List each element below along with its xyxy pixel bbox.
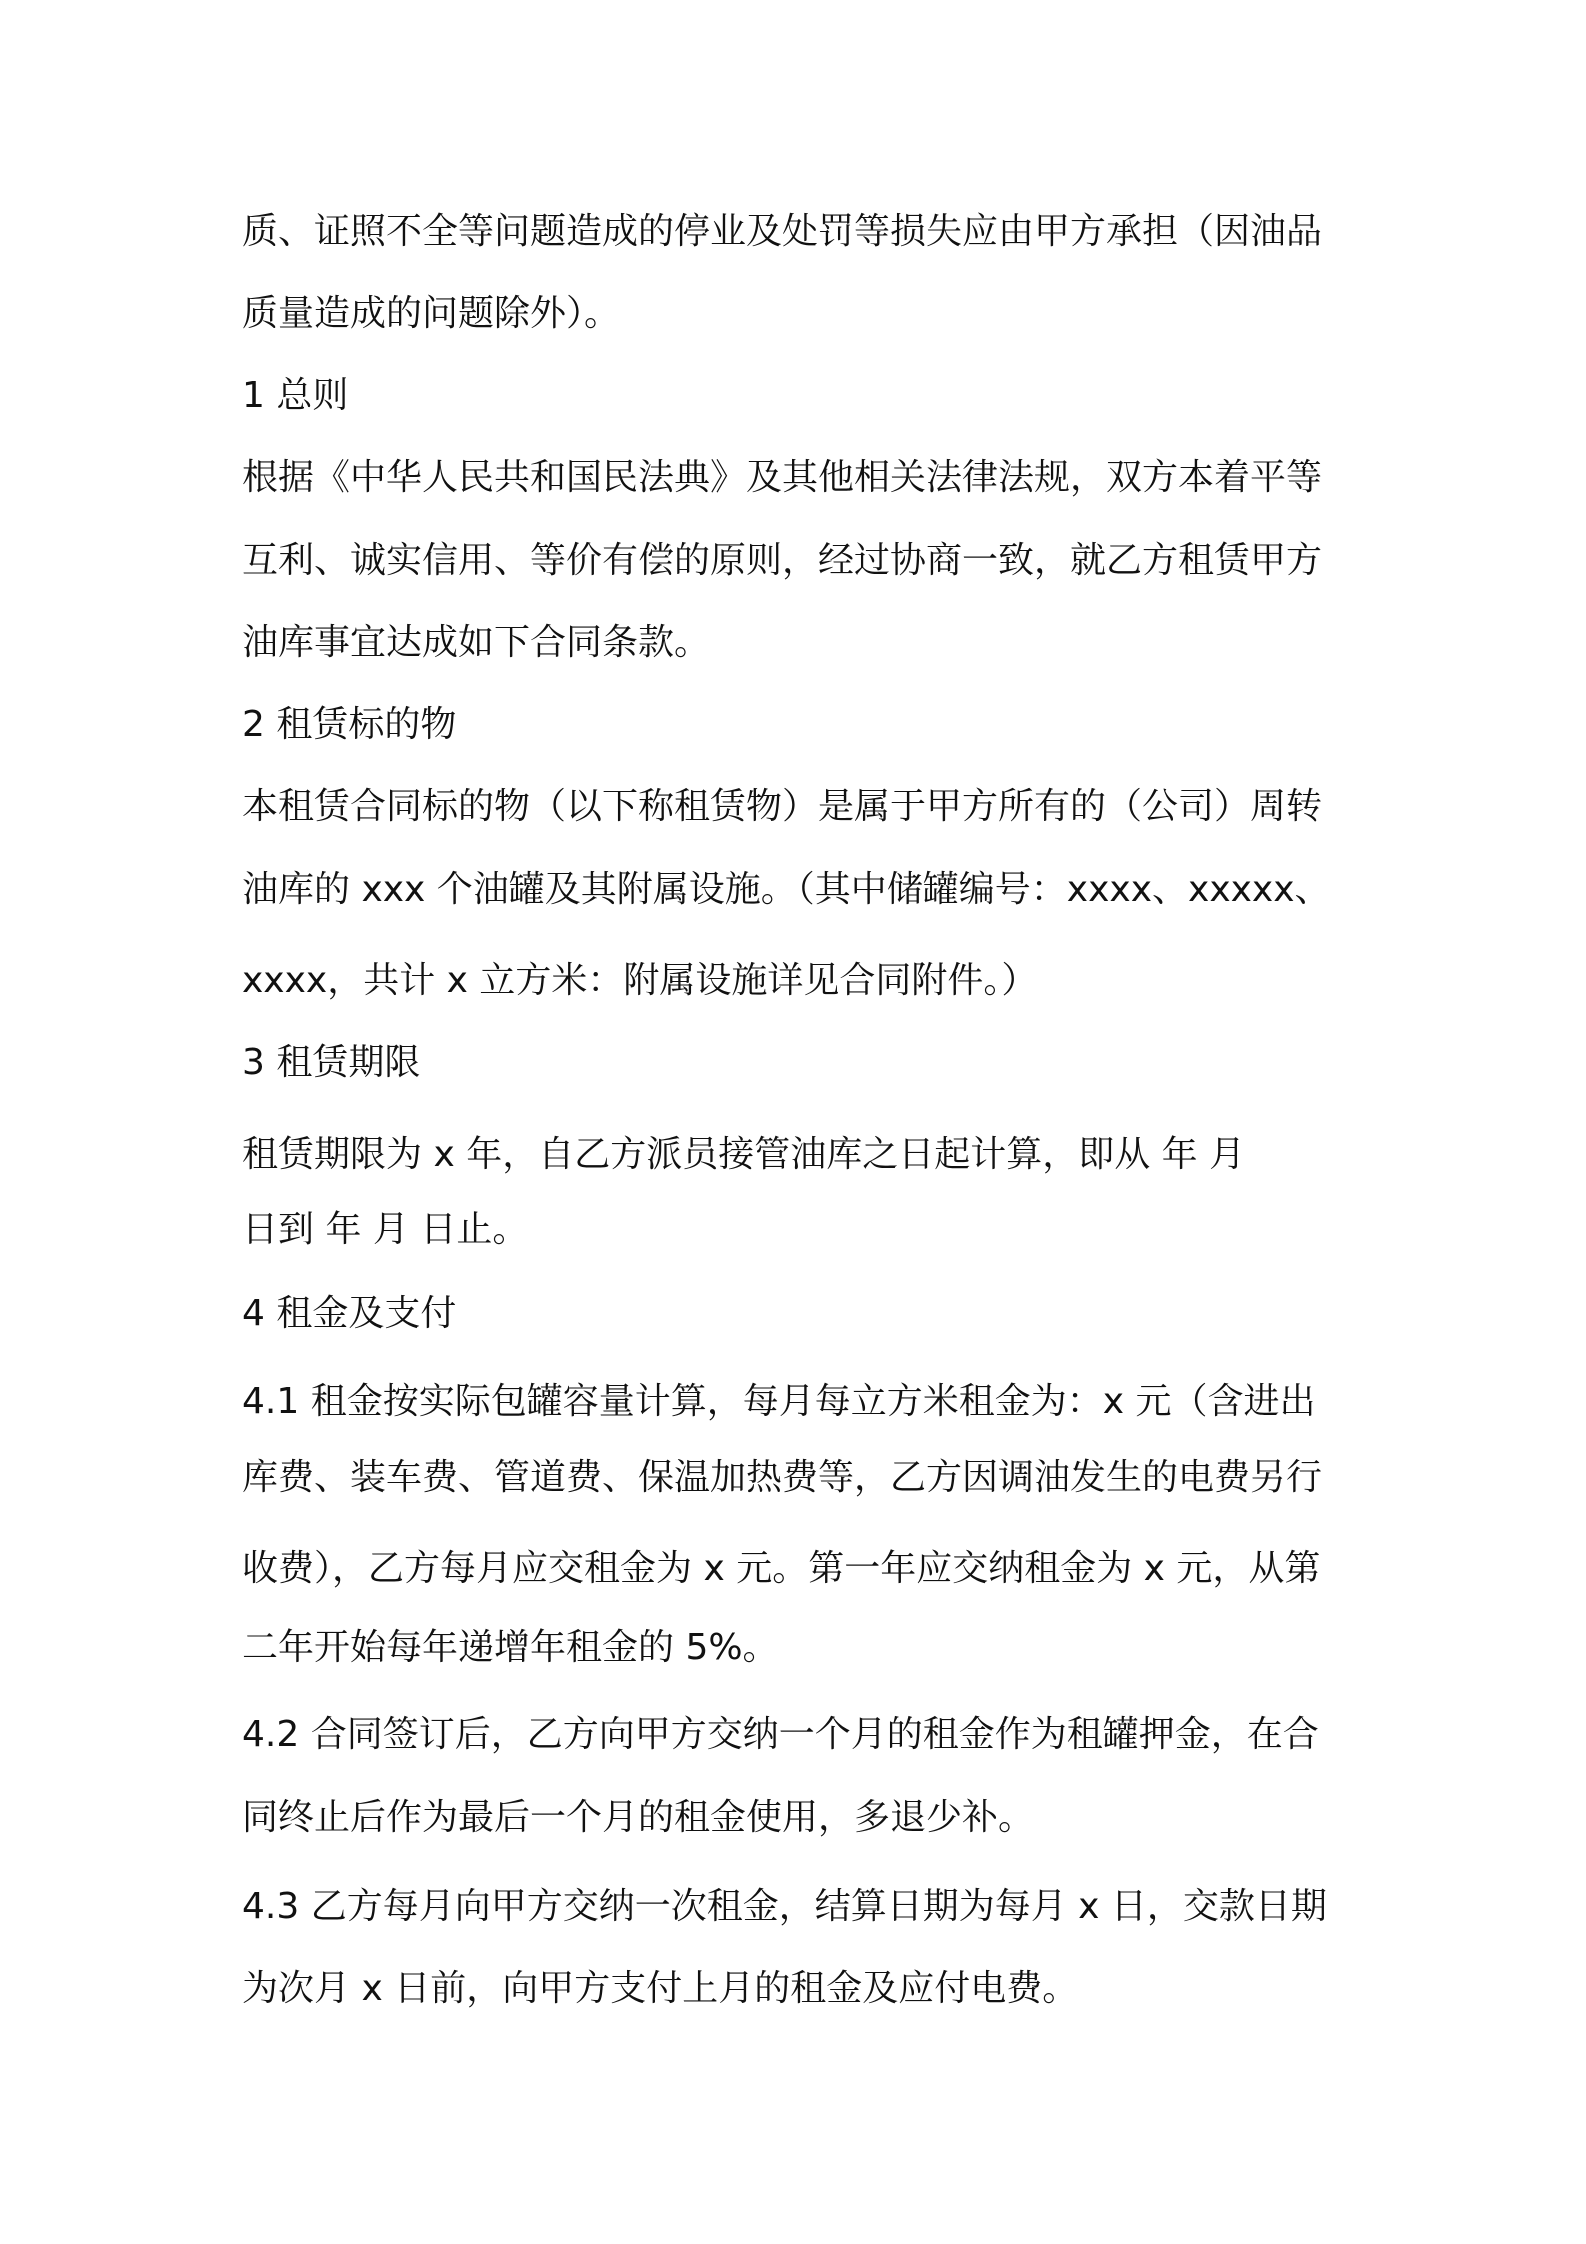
text-line: 日到 年 月 日止。	[242, 1209, 529, 1250]
section-heading: 1 总则	[242, 375, 349, 416]
section-heading: 4 租金及支付	[242, 1293, 457, 1334]
text-line: 收费），乙方每月应交租金为 x 元。第一年应交纳租金为 x 元，从第	[242, 1548, 1321, 1589]
text-line: 根据《中华人民共和国民法典》及其他相关法律法规，双方本着平等	[242, 457, 1323, 498]
text-line: 质量造成的问题除外）。	[242, 293, 621, 334]
text-line: 4.3 乙方每月向甲方交纳一次租金，结算日期为每月 x 日，交款日期	[242, 1886, 1327, 1927]
text-line: 油库的 xxx 个油罐及其附属设施。（其中储罐编号：xxxx、xxxxx、	[242, 869, 1331, 910]
text-line: 库费、装车费、管道费、保温加热费等，乙方因调油发生的电费另行	[242, 1457, 1323, 1498]
text-line: 4.2 合同签订后，乙方向甲方交纳一个月的租金作为租罐押金，在合	[242, 1714, 1319, 1755]
text-line: 为次月 x 日前，向甲方支付上月的租金及应付电费。	[242, 1968, 1079, 2009]
section-heading: 3 租赁期限	[242, 1042, 421, 1083]
text-line: 油库事宜达成如下合同条款。	[242, 622, 711, 663]
text-line: xxxx，共计 x 立方米：附属设施详见合同附件。）	[242, 960, 1038, 1001]
section-heading: 2 租赁标的物	[242, 704, 457, 745]
text-line: 二年开始每年递增年租金的 5%。	[242, 1627, 779, 1668]
text-line: 互利、诚实信用、等价有偿的原则，经过协商一致，就乙方租赁甲方	[242, 540, 1323, 581]
text-line: 本租赁合同标的物（以下称租赁物）是属于甲方所有的（公司）周转	[242, 786, 1323, 827]
text-line: 同终止后作为最后一个月的租金使用，多退少补。	[242, 1797, 1035, 1838]
text-line: 4.1 租金按实际包罐容量计算，每月每立方米租金为：x 元（含进出	[242, 1381, 1316, 1422]
text-line: 租赁期限为 x 年，自乙方派员接管油库之日起计算，即从 年 月	[242, 1134, 1246, 1175]
text-line: 质、证照不全等问题造成的停业及处罚等损失应由甲方承担（因油品	[242, 211, 1323, 252]
